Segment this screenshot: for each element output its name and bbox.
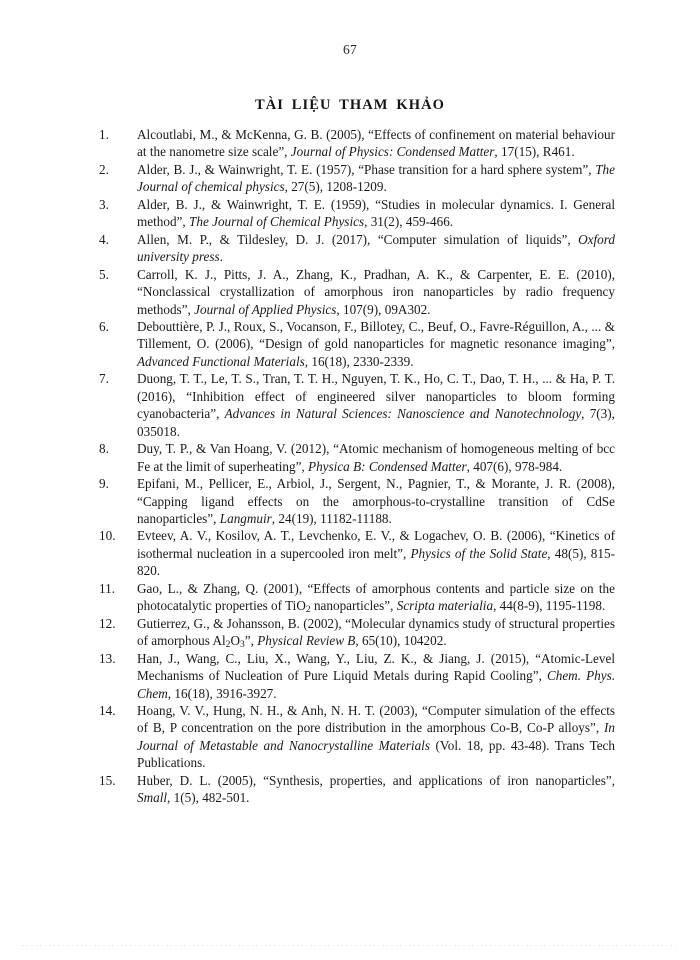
page-title: TÀI LIỆU THAM KHẢO xyxy=(254,97,446,113)
reference-text: Epifani, M., Pellicer, E., Arbiol, J., Sergent, N., Pagnier, T., & Morante, J. R. (2008), “Capping ligand effects on the amorphous-to-crystalline transition of CdSe nanoparticles”, Langmuir, 24(19), 11182-11188. xyxy=(137,476,615,526)
reference-text: Alder, B. J., & Wainwright, T. E. (1959), “Studies in molecular dynamics. I. General method”, The Journal of Chemical Physics, 31(2), 459-466. xyxy=(137,196,615,230)
reference-number: 14. xyxy=(99,702,116,718)
reference-number: 13. xyxy=(99,650,116,666)
reference-entry xyxy=(99,266,615,318)
reference-text: Carroll, K. J., Pitts, J. A., Zhang, K., Pradhan, A. K., & Carpenter, E. E. (2010), “Nonclassical crystallization of amorphous iron nanoparticles by radio frequency methods”, Journal of Applied Physics, 107(9), 09A302. xyxy=(137,266,615,317)
reference-entry xyxy=(99,615,615,650)
reference-entry xyxy=(99,440,615,475)
reference-text: Evteev, A. V., Kosilov, A. T., Levchenko, E. V., & Logachev, O. B. (2006), “Kinetics of isothermal nucleation in a supercooled iron melt”, Physics of the Solid State, 48(5), 815-820. xyxy=(137,528,615,579)
reference-entry xyxy=(99,527,615,579)
reference-entry xyxy=(99,580,615,615)
reference-entry xyxy=(99,318,615,370)
reference-text: Alcoutlabi, M., & McKenna, G. B. (2005), “Effects of confinement on material behaviour at the nanometre size scale”, Journal of Physics: Condensed Matter, 17(15), R461. xyxy=(137,127,615,160)
reference-entry xyxy=(99,650,615,702)
reference-entry xyxy=(99,126,615,161)
reference-number: 10. xyxy=(99,528,116,544)
reference-text: Alder, B. J., & Wainwright, T. E. (1957), “Phase transition for a hard sphere system”, The Journal of chemical physics, 27(5), 1208-1209. xyxy=(137,161,615,195)
reference-number: 12. xyxy=(99,615,116,631)
reference-number: 7. xyxy=(99,371,109,387)
reference-number: 8. xyxy=(99,441,109,457)
scan-artifact-line xyxy=(22,945,678,946)
page-number: 67 xyxy=(343,42,357,57)
reference-text: Duong, T. T., Le, T. S., Tran, T. T. H., Nguyen, T. K., Ho, C. T., Dao, T. H., ... & Ha, P. T. (2016), “Inhibition effect of engineered silver nanoparticles to bloom forming cyanobacteria”, Advances in Natural Sciences: Nanoscience and Nanotechnology, 7(3), 035018. xyxy=(137,371,615,439)
reference-entry xyxy=(99,702,615,772)
reference-entry xyxy=(99,231,615,266)
reference-number: 9. xyxy=(99,476,109,492)
reference-text: Debouttière, P. J., Roux, S., Vocanson, F., Billotey, C., Beuf, O., Favre-Réguillon, A., ... & Tillement, O. (2006), “Design of gold nanoparticles for magnetic resonance imaging”, Advanced Functional Materials, 16(18), 2330-2339. xyxy=(137,318,615,369)
reference-number: 6. xyxy=(99,318,109,334)
reference-number: 5. xyxy=(99,266,109,282)
reference-entry xyxy=(99,161,615,196)
reference-entry xyxy=(99,772,615,807)
reference-text: Gutierrez, G., & Johansson, B. (2002), “Molecular dynamics study of structural properties of amorphous $Al_2O_3$”, Physical Review B, 65(10), 104202. xyxy=(137,615,615,651)
reference-number: 4. xyxy=(99,231,109,247)
reference-text: Hoang, V. V., Hung, N. H., & Anh, N. H. T. (2003), “Computer simulation of the effects of B, P concentration on the pore distribution in the amorphous Co-B, Co-P alloys”, In Journal of Metastable and Nanocrystalline Materials (Vol. 18, pp. 43-48). Trans Tech Publications. xyxy=(137,702,616,771)
reference-text: Allen, M. P., & Tildesley, D. J. (2017), “Computer simulation of liquids”, Oxford university press. xyxy=(137,231,615,265)
reference-text: Gao, L., & Zhang, Q. (2001), “Effects of amorphous contents and particle size on the photocatalytic properties of TiO$_2$ nanoparticles”, Scripta materialia, 44(8-9), 1195-1198. xyxy=(137,580,615,616)
reference-number: 11. xyxy=(99,580,115,596)
reference-number: 1. xyxy=(99,127,109,142)
reference-text: Huber, D. L. (2005), “Synthesis, properties, and applications of iron nanoparticles”, Small, 1(5), 482-501. xyxy=(137,772,615,806)
reference-list xyxy=(99,126,615,807)
reference-text: Duy, T. P., & Van Hoang, V. (2012), “Atomic mechanism of homogeneous melting of bcc Fe at the limit of superheating”, Physica B: Condensed Matter, 407(6), 978-984. xyxy=(137,441,615,474)
reference-text: Han, J., Wang, C., Liu, X., Wang, Y., Liu, Z. K., & Jiang, J. (2015), “Atomic-Level Mechanisms of Nucleation of Pure Liquid Metals during Rapid Cooling”, Chem. Phys. Chem, 16(18), 3916-3927. xyxy=(137,650,615,701)
reference-number: 15. xyxy=(99,772,116,788)
reference-number: 3. xyxy=(99,196,109,212)
reference-entry xyxy=(99,475,615,527)
reference-entry xyxy=(99,370,615,440)
reference-number: 2. xyxy=(99,161,109,177)
reference-entry xyxy=(99,196,615,231)
